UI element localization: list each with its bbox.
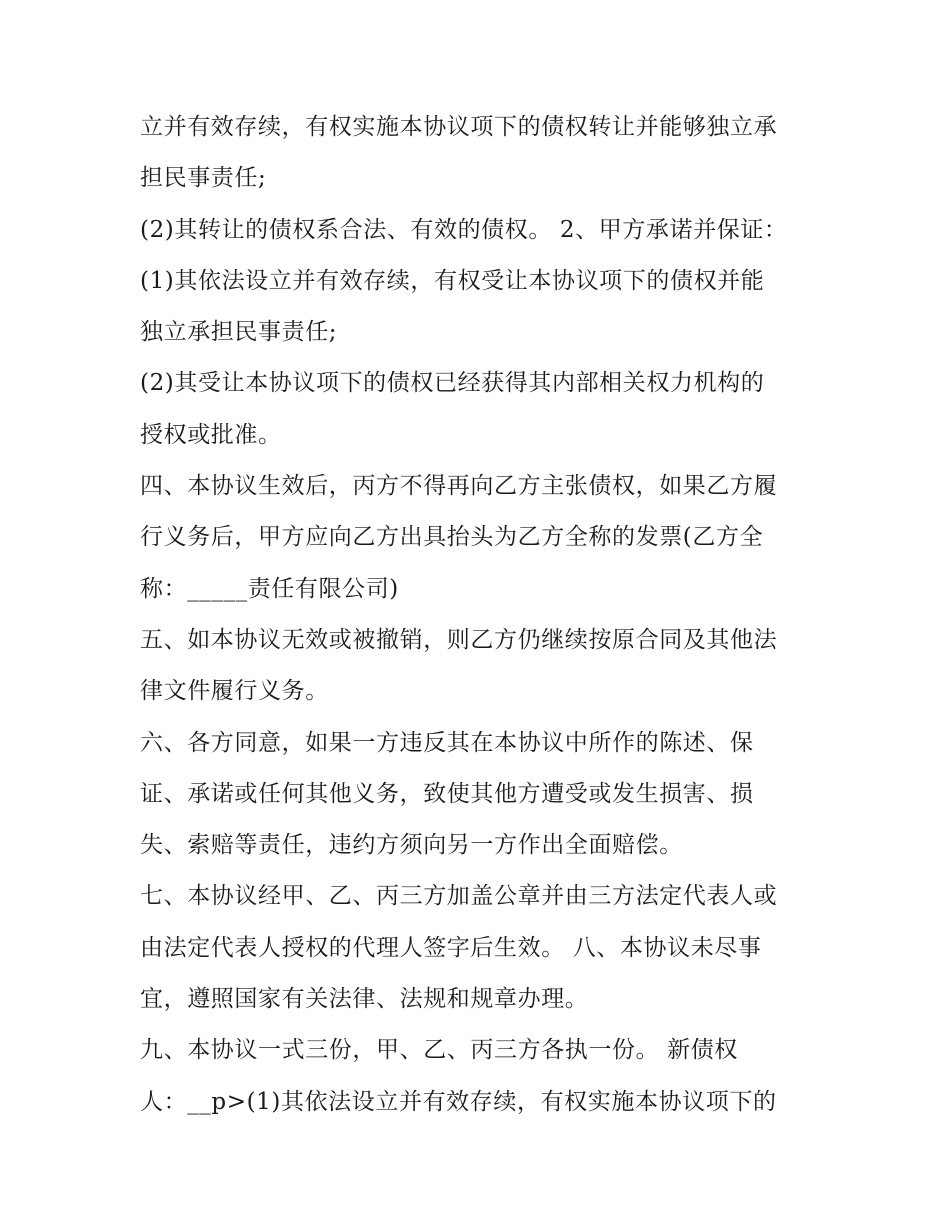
document-body [140,102,830,1128]
text-line: 宜，遵照国家有关法律、法规和规章办理。 [140,986,589,1013]
text-line: 由法定代表人授权的代理人签字后生效。 八、本协议未尽事 [140,934,762,961]
text-line: 证、承诺或任何其他义务，致使其他方遭受或发生损害、损 [140,780,754,807]
text-line: (1)其依法设立并有效存续，有权受让本协议项下的债权并能 [140,267,765,294]
text-line: 四、本协议生效后，丙方不得再向乙方主张债权，如果乙方履 [140,473,778,500]
text-line: 失、索赔等责任，违约方须向另一方作出全面赔偿。 [140,832,683,859]
text-line: 称：_____责任有限公司) [140,575,399,602]
text-line: 授权或批准。 [140,421,282,448]
text-line: 六、各方同意，如果一方违反其在本协议中所作的陈述、保 [140,729,754,756]
text-line: 行义务后，甲方应向乙方出具抬头为乙方全称的发票(乙方全 [140,524,764,551]
text-line: 律文件履行义务。 [140,678,329,705]
text-line: 五、如本协议无效或被撤销，则乙方仍继续按原合同及其他法 [140,626,778,653]
text-line: 九、本协议一式三份，甲、乙、丙三方各执一份。 新债权 [140,1037,738,1064]
text-line: (2)其受让本协议项下的债权已经获得其内部相关权力机构的 [140,370,765,397]
text-line: 独立承担民事责任; [140,319,338,346]
text-line: 担民事责任; [140,165,267,192]
text-line: 立并有效存续，有权实施本协议项下的债权转让并能够独立承 [140,114,778,140]
text-line: 七、本协议经甲、乙、丙三方加盖公章并由三方法定代表人或 [140,883,778,910]
text-line: 人：__p>(1)其依法设立并有效存续，有权实施本协议项下的 [140,1088,777,1115]
text-line: (2)其转让的债权系合法、有效的债权。 2、甲方承诺并保证： [140,216,788,243]
